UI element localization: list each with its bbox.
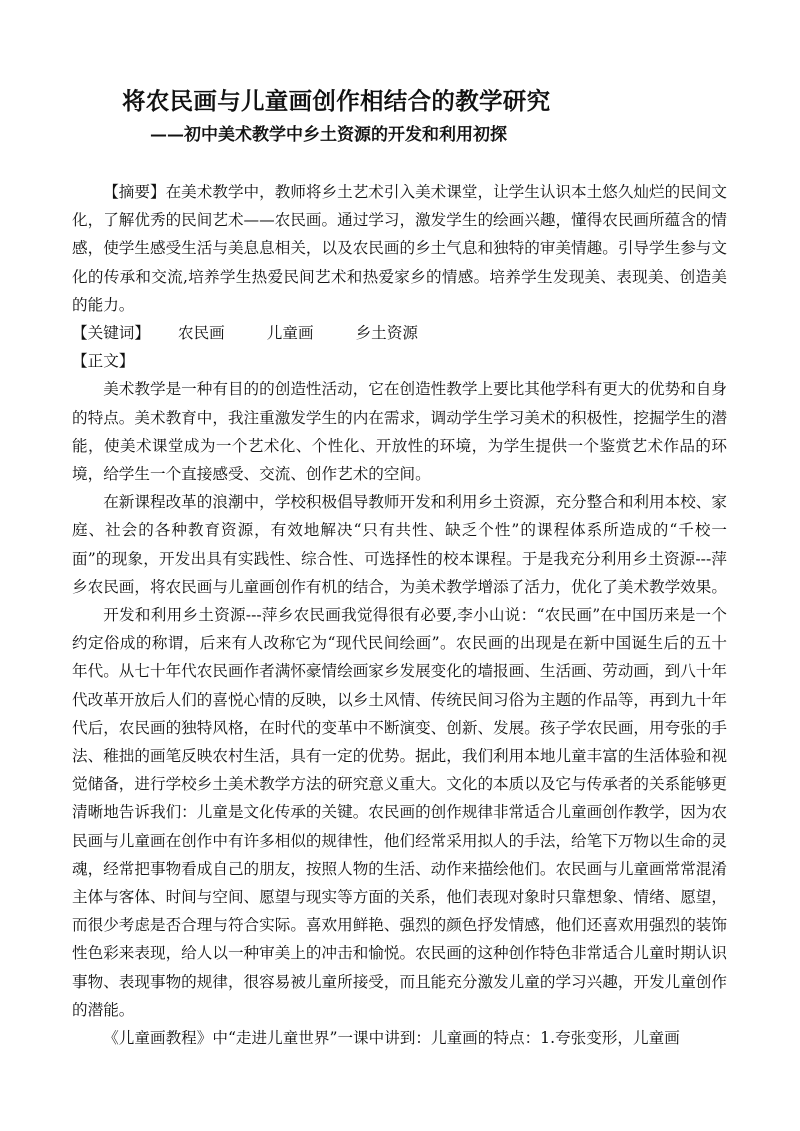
keyword-item: 乡土资源	[355, 324, 418, 343]
body-label: 【正文】	[72, 352, 135, 371]
abstract-text: 在美术教学中，教师将乡土艺术引入美术课堂，让学生认识本土悠久灿烂的民间文化，了解优秀的民间艺术——农民画。通过学习，激发学生的绘画兴趣，懂得农民画所蕴含的情感，使学生感受生活与美息息相关，以及农民画的乡土气息和独特的审美情趣。引导学生参与文化的传承和交流,培养学生热爱民间艺术和热爱家乡的情感。培养学生发现美、表现美、创造美的能力。	[72, 183, 727, 314]
body-paragraph: 美术教学是一种有目的的创造性活动，它在创造性教学上要比其他学科有更大的优势和自身的特点。美术教育中，我注重激发学生的内在需求，调动学生学习美术的积极性，挖掘学生的潜能，使美术课堂成为一个艺术化、个性化、开放性的环境，为学生提供一个鉴赏艺术作品的环境，给学生一个直接感受、交流、创作艺术的空间。	[72, 380, 727, 484]
keywords-label: 【关键词】	[72, 324, 150, 343]
body-paragraph: 开发和利用乡土资源---萍乡农民画我觉得很有必要,李小山说：“农民画”在中国历来是一个约定俗成的称谓，后来有人改称它为“现代民间绘画”。农民画的出现是在新中国诞生后的五十年代。从七十年代农民画作者满怀豪情绘画家乡发展变化的墙报画、生活画、劳动画，到八十年代改革开放后人们的喜悦心情的反映，以乡土风情、传统民间习俗为主题的作品等，再到九十年代后，农民画的独特风格，在时代的变革中不断演变、创新、发展。孩子学农民画，用夸张的手法、稚拙的画笔反映农村生活，具有一定的优势。据此，我们利用本地儿童丰富的生活体验和视觉储备，进行学校乡土美术教学方法的研究意义重大。文化的本质以及它与传承者的关系能够更清晰地告诉我们：儿童是文化传承的关键。农民画的创作规律非常适合儿童画创作教学，因为农民画与儿童画在创作中有许多相似的规律性，他们经常采用拟人的手法，给笔下万物以生命的灵魂，经常把事物看成自己的朋友，按照人物的生活、动作来描绘他们。农民画与儿童画常常混淆主体与客体、时间与空间、愿望与现实等方面的关系，他们表现对象时只靠想象、情绪、愿望，而很少考虑是否合理与符合实际。喜欢用鲜艳、强烈的颜色抒发情感，他们还喜欢用强烈的装饰性色彩来表现，给人以一种审美上的冲击和愉悦。农民画的这种创作特色非常适合儿童时期认识事物、表现事物的规律，很容易被儿童所接受，而且能充分激发儿童的学习兴趣，开发儿童创作的潜能。	[72, 606, 727, 1019]
keywords-line	[72, 319, 727, 347]
document-subtitle: ——初中美术教学中乡土资源的开发和利用初探	[150, 125, 507, 145]
abstract-paragraph	[72, 178, 727, 319]
body-paragraph: 《儿童画教程》中“走进儿童世界”一课中讲到：儿童画的特点：1.夸张变形，儿童画	[103, 1029, 680, 1048]
keyword-item: 农民画	[177, 324, 225, 343]
abstract-label: 【摘要】	[103, 183, 166, 201]
document-title: 将农民画与儿童画创作相结合的教学研究	[122, 87, 551, 115]
document-body	[72, 178, 727, 1052]
body-paragraph: 在新课程改革的浪潮中，学校积极倡导教师开发和利用乡土资源，充分整合和利用本校、家庭、社会的各种教育资源，有效地解决“只有共性、缺乏个性”的课程体系所造成的“千校一面”的现象，开发出具有实践性、综合性、可选择性的校本课程。于是我充分利用乡土资源---萍乡农民画，将农民画与儿童画创作有机的结合，为美术教学增添了活力，优化了美术教学效果。	[72, 493, 727, 596]
keyword-item: 儿童画	[266, 324, 314, 343]
